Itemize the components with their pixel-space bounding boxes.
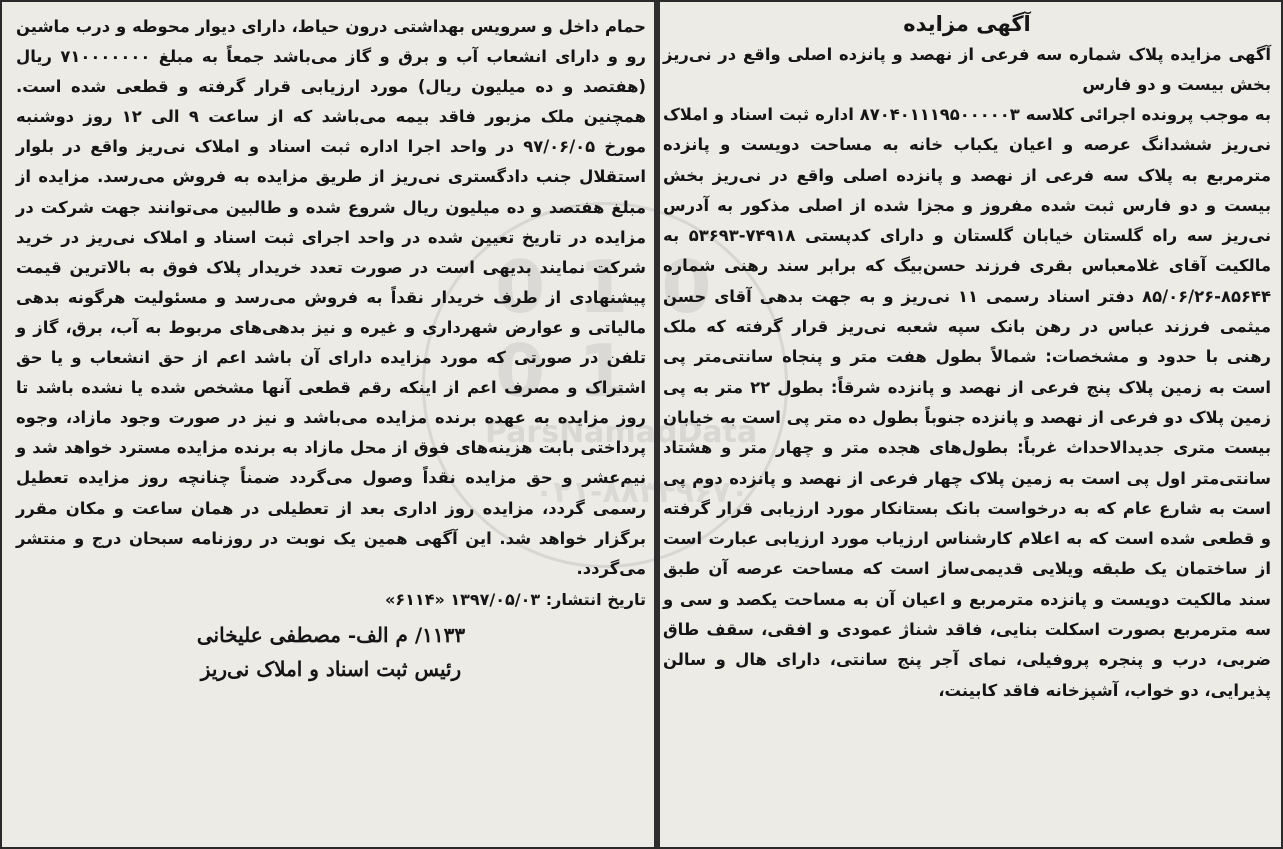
watermark-brand: ParsNamadData xyxy=(485,415,758,450)
signature-name: ۱۱۳۳/ م الف- مصطفی علیخانی xyxy=(196,622,466,647)
notice-left-column xyxy=(2,2,654,847)
watermark-phone: ۰۲۱-۸۸۳۴۹۶۷۰ xyxy=(535,475,749,510)
notice-right-column xyxy=(657,2,1281,847)
publication-date: تاریخ انتشار: ۱۳۹۷/۰۵/۰۳ «۶۱۱۴» xyxy=(385,589,646,609)
notice-title: آگهی مزایده xyxy=(903,12,1031,36)
column-divider xyxy=(654,2,660,847)
notice-body: به موجب پرونده اجرائی کلاسه ۸۷۰۴۰۱۱۱۹۵۰۰۰۰۰۳ اداره ثبت اسناد و املاک نی‌ریز ششدانگ عرصه و اعیان یکباب خانه به مساحت دویست و پانزده مترمربع به پلاک سه فرعی از نهصد و پانزده اصلی واقع در نی‌ریز بخش بیست و دو فارس ثبت شده مفروز و مجزا شده از اصلی مذکور به آدرس نی‌ریز سه راه گلستان خیابان گلستان و دارای کدپستی ۷۴۹۱۸-۵۳۶۹۳ به مالکیت آقای غلامعباس بقری فرزند حسن‌بیگ که برابر سند رهنی شماره ۸۵۶۴۴-۸۵/۰۶/۲۶ دفتر اسناد رسمی ۱۱ نی‌ریز و به جهت بدهی آقای حسن میثمی فرزند عباس در رهن بانک سپه شعبه نی‌ریز قرار گرفته که ملک رهنی با حدود و مشخصات: شمالاً بطول هفت متر و پنجاه سانتی‌متر پی است به زمین پلاک پنج فرعی از نهصد و پانزده شرقاً: بطول ۲۲ متر به پی زمین پلاک دو فرعی از نهصد و پانزده جنوباً بطول ده متر پی است به خیابان بیست متری جدیدالاحداث غرباً: بطول‌های هجده متر و چهار متر و هشتاد سانتی‌متر اول پی است به زمین پلاک چهار فرعی از نهصد و پانزده دوم پی است به شارع عام که به درخواست بانک بستانکار مورد ارزیابی قرار گرفته و قطعی شده است که به اعلام کارشناس ارزیاب مورد ارزیابی عبارت است از ساختمان یک طبقه ویلایی قدیمی‌ساز است که مساحت عرصه آن طبق سند مالکیت دویست و پانزده مترمربع و اعیان آن به مساحت یکصد و سی و سه مترمربع بصورت اسکلت بنایی، فاقد شناژ عمودی و افقی، سقف طاق ضربی، درب و پنجره پروفیلی، نمای آجر پنج سانتی، دارای هال و سالن پذیرایی، دو خواب، آشپزخانه فاقد کابینت، xyxy=(663,105,1272,700)
notice-intro: آگهی مزایده پلاک شماره سه فرعی از نهصد و پانزده اصلی واقع در نی‌ریز بخش بیست و دو فارس xyxy=(663,45,1271,94)
signature-title: رئیس ثبت اسناد و املاک نی‌ریز xyxy=(200,656,462,681)
signature-block xyxy=(16,618,646,686)
notice-continuation: حمام داخل و سرویس بهداشتی درون حیاط، دارای دیوار محوطه و درب ماشین رو و دارای انشعاب آب و برق و گاز می‌باشد جمعاً به مبلغ ۷۱۰۰۰۰۰۰۰ ریال (هفتصد و ده میلیون ریال) مورد ارزیابی قرار گرفته و قطعی شده است. همچنین ملک مزبور فاقد بیمه می‌باشد که از ساعت ۹ الی ۱۲ روز دوشنبه مورخ ۹۷/۰۶/۰۵ در واحد اجرا اداره ثبت اسناد و املاک نی‌ریز واقع در بلوار استقلال جنب دادگستری نی‌ریز از طریق مزایده به فروش می‌رسد. مزایده از مبلغ هفتصد و ده میلیون ریال شروع شده و طالبین می‌توانند جهت شرکت در مزایده در تاریخ تعیین شده در واحد اجرای ثبت اسناد و املاک نی‌ریز در خرید شرکت نمایند بدیهی است در صورت تعدد خریدار پلاک فوق به بالاترین قیمت پیشنهادی از طرف خریدار نقداً به فروش می‌رسد و مسئولیت هرگونه بدهی مالیاتی و عوارض شهرداری و غیره و نیز بدهی‌های مربوط به آب، برق، گاز و تلفن در صورتی که مورد مزایده دارای آن باشد اعم از حق انشعاب و یا حق اشتراک و مصرف اعم از اینکه رقم قطعی آنها مشخص شده یا نشده باشد تا روز مزایده به عهده برنده مزایده می‌باشد و نیز در صورت وجود مازاد، وجوه پرداختی بابت هزینه‌های فوق از محل مازاد به برنده مزایده مسترد خواهد شد و نیم‌عشر و حق مزایده نقداً وصول می‌گردد ضمناً چنانچه روز مزایده تعطیل رسمی گردد، مزایده روز اداری بعد از تعطیلی در همان ساعت و مکان مقرر برگزار خواهد شد. این آگهی همین یک نوبت در روزنامه سبحان درج و منتشر می‌گردد. xyxy=(16,17,646,578)
watermark-digits: 0 1 0 0 1 xyxy=(495,245,716,413)
